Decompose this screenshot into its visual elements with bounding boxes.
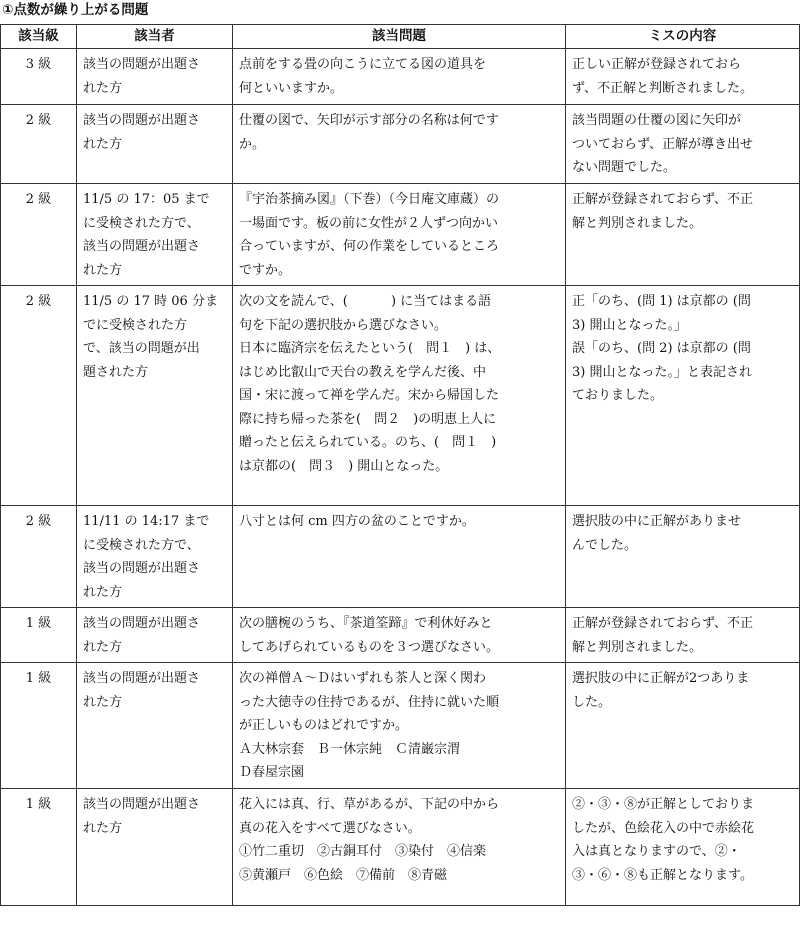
table-row: [1, 608, 800, 663]
target-line: れた方: [83, 694, 123, 710]
target-line: 該当の問題が出題さ: [83, 671, 201, 686]
correction-table: [0, 24, 800, 906]
mistake-line: 解と判別されました。: [572, 639, 703, 655]
target-line: れた方: [83, 820, 123, 836]
cell-target: [77, 608, 233, 663]
question-line: 次の膳椀のうち、『茶道筌蹄』で利休好みと: [239, 616, 493, 631]
mistake-line: ておりました。: [572, 388, 664, 403]
cell-level: 2 級: [1, 286, 77, 506]
mistake-line: ②・③・⑧が正解としておりま: [572, 797, 755, 812]
cell-question: [233, 105, 566, 184]
cell-level: 1 級: [1, 663, 77, 789]
question-line: 一場面です。板の前に女性が２人ずつ向かい: [239, 215, 498, 231]
table-row: [1, 506, 800, 608]
mistake-line: 解と判別されました。: [572, 215, 703, 231]
cell-target: [77, 184, 233, 286]
target-line: れた方: [83, 80, 123, 96]
mistake-line: 正しい正解が登録されておら: [572, 57, 742, 72]
table-body: [1, 49, 800, 906]
table-row: [1, 184, 800, 286]
target-line: でに受検された方: [83, 317, 188, 333]
cell-mistake: [566, 105, 800, 184]
mistake-line: 誤「のち、(問 2) は京都の (問: [572, 341, 751, 356]
mistake-line: 選択肢の中に正解がありませ: [572, 514, 742, 529]
cell-mistake: [566, 789, 800, 906]
target-line: に受検された方で、: [83, 215, 200, 231]
question-line: 何といいますか。: [239, 80, 344, 96]
target-line: れた方: [83, 584, 123, 600]
mistake-line: ず、不正解と判断されました。: [572, 80, 753, 96]
cell-question: [233, 286, 566, 506]
cell-question: [233, 663, 566, 789]
target-line: 該当の問題が出題さ: [83, 113, 201, 128]
question-line: 次の禅僧Ａ～Ｄはいずれも茶人と深く関わ: [239, 671, 487, 686]
header-mistake: ミスの内容: [566, 25, 800, 49]
cell-level: 2 級: [1, 184, 77, 286]
target-line: に受検された方で、: [83, 537, 200, 553]
question-line: が正しいものはどれですか。: [239, 718, 409, 733]
mistake-line: ない問題でした。: [572, 160, 677, 175]
question-line: 八寸とは何 cm 四方の盆のことですか。: [239, 514, 475, 529]
table-row: [1, 789, 800, 906]
cell-level: 3 級: [1, 49, 77, 105]
question-line: 贈ったと伝えられている。のち、( 問１ ): [239, 435, 497, 450]
cell-mistake: [566, 184, 800, 286]
cell-question: [233, 608, 566, 663]
table-row: [1, 663, 800, 789]
cell-question: [233, 506, 566, 608]
table-row: [1, 49, 800, 105]
cell-question: [233, 789, 566, 906]
target-line: 該当の問題が出題さ: [83, 616, 201, 631]
target-line: 11/5 の 17 時 06 分ま: [83, 294, 218, 309]
question-line: はじめ比叡山で天台の教えを学んだ後、中: [239, 364, 487, 380]
cell-level: 2 級: [1, 506, 77, 608]
header-level: 該当級: [1, 25, 77, 49]
question-line: 句を下記の選択肢から選びなさい。: [239, 317, 448, 333]
mistake-line: 正解が登録されておらず、不正: [572, 192, 753, 207]
target-line: れた方: [83, 262, 123, 278]
target-line: 該当の問題が出題さ: [83, 797, 201, 812]
cell-level: 2 級: [1, 105, 77, 184]
target-line: で、該当の問題が出: [83, 341, 200, 356]
target-line: 該当の問題が出題さ: [83, 57, 201, 72]
cell-target: [77, 663, 233, 789]
cell-mistake: [566, 506, 800, 608]
question-line: 真の花入をすべて選びなさい。: [239, 820, 421, 836]
cell-target: [77, 286, 233, 506]
question-line: してあげられているものを３つ選びなさい。: [239, 639, 500, 655]
table-row: [1, 105, 800, 184]
cell-question: [233, 184, 566, 286]
table-row: [1, 286, 800, 506]
target-line: 該当の問題が出題さ: [83, 239, 201, 254]
question-line: 花入には真、行、草があるが、下記の中から: [239, 797, 500, 812]
cell-mistake: [566, 286, 800, 506]
question-line: 国・宋に渡って禅を学んだ。宋から帰国した: [239, 388, 500, 403]
mistake-line: んでした。: [572, 537, 638, 553]
mistake-line: ③・⑥・⑧も正解となります。: [572, 867, 753, 883]
question-line: か。: [239, 136, 266, 152]
header-target: 該当者: [77, 25, 233, 49]
question-line: 際に持ち帰った茶を( 問２ )の明恵上人に: [239, 411, 497, 427]
question-line: 点前をする畳の向こうに立てる図の道具を: [239, 57, 487, 72]
header-row: [1, 25, 800, 49]
cell-mistake: [566, 49, 800, 105]
question-line: 『宇治茶摘み図』（下巻）（今日庵文庫蔵）の: [239, 192, 500, 207]
question-line: ですか。: [239, 262, 292, 278]
question-line: 次の文を読んで、( ) に当てはまる語: [239, 294, 492, 309]
cell-target: [77, 789, 233, 906]
cell-level: 1 級: [1, 789, 77, 906]
header-question: 該当問題: [233, 25, 566, 49]
question-line: Ａ大林宗套 Ｂ一休宗純 Ｃ清巌宗渭: [239, 741, 461, 757]
cell-target: [77, 506, 233, 608]
cell-target: [77, 49, 233, 105]
section-title: ①点数が繰り上がる問題: [2, 2, 149, 18]
mistake-line: 選択肢の中に正解が2つありま: [572, 671, 750, 686]
question-line: Ｄ春屋宗園: [239, 765, 305, 780]
cell-mistake: [566, 608, 800, 663]
mistake-line: した。: [572, 694, 612, 710]
target-line: れた方: [83, 639, 123, 655]
question-line: は京都の( 問３ ) 開山となった。: [239, 458, 449, 474]
question-line: ①竹二重切 ②古銅耳付 ③染付 ④信楽: [239, 844, 487, 859]
mistake-line: 3) 開山となった。」と表記され: [572, 364, 752, 380]
mistake-line: 該当問題の仕覆の図に矢印が: [572, 113, 742, 128]
question-line: った大徳寺の住持であるが、住持に就いた順: [239, 694, 500, 710]
target-line: 題された方: [83, 364, 149, 380]
mistake-line: したが、色絵花入の中で赤絵花: [572, 820, 755, 836]
cell-mistake: [566, 663, 800, 789]
cell-question: [233, 49, 566, 105]
question-line: 仕覆の図で、矢印が示す部分の名称は何です: [239, 113, 499, 128]
mistake-line: 正解が登録されておらず、不正: [572, 616, 753, 631]
target-line: れた方: [83, 136, 123, 152]
cell-target: [77, 105, 233, 184]
mistake-line: 3) 開山となった。」: [572, 317, 687, 333]
target-line: 11/11 の 14:17 まで: [83, 514, 210, 529]
mistake-line: ついておらず、正解が導き出せ: [572, 136, 753, 152]
mistake-line: 正「のち、(問 1) は京都の (問: [572, 294, 751, 309]
question-line: 合っていますが、何の作業をしているところ: [239, 239, 500, 254]
question-line: ⑤黄瀬戸 ⑥色絵 ⑦備前 ⑧青磁: [239, 867, 448, 883]
target-line: 該当の問題が出題さ: [83, 561, 201, 576]
cell-level: 1 級: [1, 608, 77, 663]
target-line: 11/5 の 17：05 まで: [83, 192, 210, 207]
mistake-line: 入は真となりますので、②・: [572, 844, 741, 859]
question-line: 日本に臨済宗を伝えたという( 問１ ) は、: [239, 341, 501, 356]
